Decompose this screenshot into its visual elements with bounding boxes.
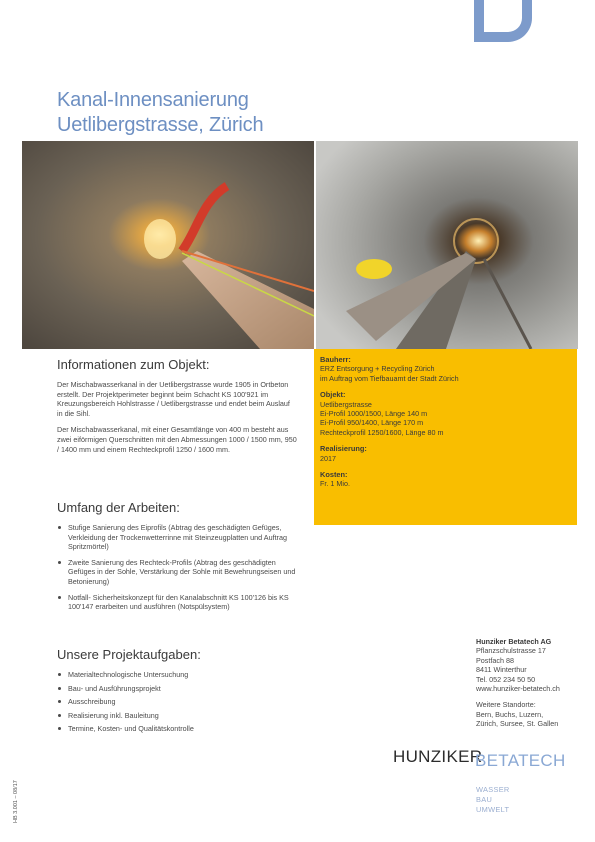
photo-sewer-interior-left	[22, 141, 314, 349]
object-line: Ei-Profil 1000/1500, Länge 140 m	[320, 409, 428, 419]
object-info-section	[57, 357, 297, 461]
tasks-heading: Unsere Projektaufgaben:	[57, 647, 201, 662]
realization-group	[320, 444, 569, 463]
tasks-section	[57, 647, 297, 738]
list-item: Notfall- Sicherheitskonzept für den Kanalabschnitt KS 100'126 bis KS 100'147 erarbeiten und ausführen (Notspülsystem)	[57, 593, 297, 612]
list-item: Zweite Sanierung des Rechteck-Profils (Abtrag des geschädigten Gefüges in der Sohle, Verstärkung der Sohle mit Bewehrungseisen und Betonierung)	[57, 558, 297, 587]
list-item: Realisierung inkl. Bauleitung	[57, 711, 297, 721]
address-line: Tel. 052 234 50 50	[476, 674, 536, 684]
list-item: Stufige Sanierung des Eiprofils (Abtrag des geschädigten Gefüges, Verkleidung der Trockenwetterrinne mit Steinzeugplatten und Auftrag Spritzmörtel)	[57, 523, 297, 552]
list-item: Termine, Kosten- und Qualitätskontrolle	[57, 724, 297, 734]
object-group	[320, 390, 569, 437]
photo-sewer-interior-right	[316, 141, 578, 349]
object-line: Ei-Profil 950/1400, Länge 170 m	[320, 418, 424, 428]
client-group	[320, 355, 569, 383]
object-line: Uetlibergstrasse	[320, 399, 372, 409]
list-item: Ausschreibung	[57, 697, 297, 707]
page-title	[57, 88, 263, 138]
cost-value: Fr. 1 Mio.	[320, 479, 350, 489]
wordmark-betatech: BETATECH	[475, 751, 566, 770]
tagline-line: UMWELT	[476, 805, 510, 814]
wordmark-hunziker: HUNZIKER	[393, 747, 483, 766]
project-facts-box	[314, 349, 577, 525]
cost-label: Kosten:	[320, 470, 348, 480]
company-logo-mark	[474, 0, 540, 42]
branches-line: Bern, Buchs, Luzern,	[476, 709, 544, 719]
document-reference	[13, 765, 23, 825]
branches-line: Weitere Standorte:	[476, 700, 536, 710]
tagline-line: BAU	[476, 795, 493, 804]
object-info-heading: Informationen zum Objekt:	[57, 357, 210, 372]
cost-group	[320, 470, 569, 489]
client-line: ERZ Entsorgung + Recycling Zürich	[320, 364, 435, 374]
object-line: Rechteckprofil 1250/1600, Länge 80 m	[320, 427, 444, 437]
list-item: Bau- und Ausführungsprojekt	[57, 684, 297, 694]
tagline-line: WASSER	[476, 785, 510, 794]
company-name: Hunziker Betatech AG	[476, 637, 552, 646]
address-line: Postfach 88	[476, 655, 514, 665]
tasks-list	[57, 670, 297, 734]
scope-section	[57, 500, 297, 618]
object-info-paragraph: Der Mischabwasserkanal, mit einer Gesamtlänge von 400 m besteht aus zwei eiförmigen Querschnitten mit den Abmessungen 1000 / 1500 mm, 950 / 1400 mm und einem Rechteckprofil 1250 / 1600 mm.	[57, 425, 297, 454]
title-line-2: Uetlibergstrasse, Zürich	[57, 114, 264, 136]
list-item: Materialtechnologische Untersuchung	[57, 670, 297, 680]
branches-line: Zürich, Sursee, St. Gallen	[476, 719, 559, 729]
document-reference-text: HB 3.001 – 08/17	[13, 780, 19, 823]
object-label: Objekt:	[320, 390, 346, 400]
realization-value: 2017	[320, 453, 336, 463]
address-line: Pflanzschulstrasse 17	[476, 646, 546, 656]
client-label: Bauherr:	[320, 355, 351, 364]
website-link[interactable]: www.hunziker-betatech.ch	[476, 684, 560, 694]
object-info-paragraph: Der Mischabwasserkanal in der Uetlibergstrasse wurde 1905 in Ortbeton erstellt. Der Projektperimeter beginnt beim Schacht KS 100'921 im Kreuzungsbereich Hohlstrasse / Uetlibergstrasse und endet beim Auslauf in die Sihl.	[57, 380, 290, 418]
realization-label: Realisierung:	[320, 444, 367, 454]
company-tagline	[476, 785, 510, 815]
client-line: im Auftrag vom Tiefbauamt der Stadt Zürich	[320, 373, 459, 383]
scope-heading: Umfang der Arbeiten:	[57, 500, 180, 515]
scope-list	[57, 523, 297, 612]
title-line-1: Kanal-Innensanierung	[57, 89, 249, 111]
address-line: 8411 Winterthur	[476, 665, 527, 675]
company-wordmark	[393, 747, 583, 771]
company-address	[476, 637, 586, 729]
